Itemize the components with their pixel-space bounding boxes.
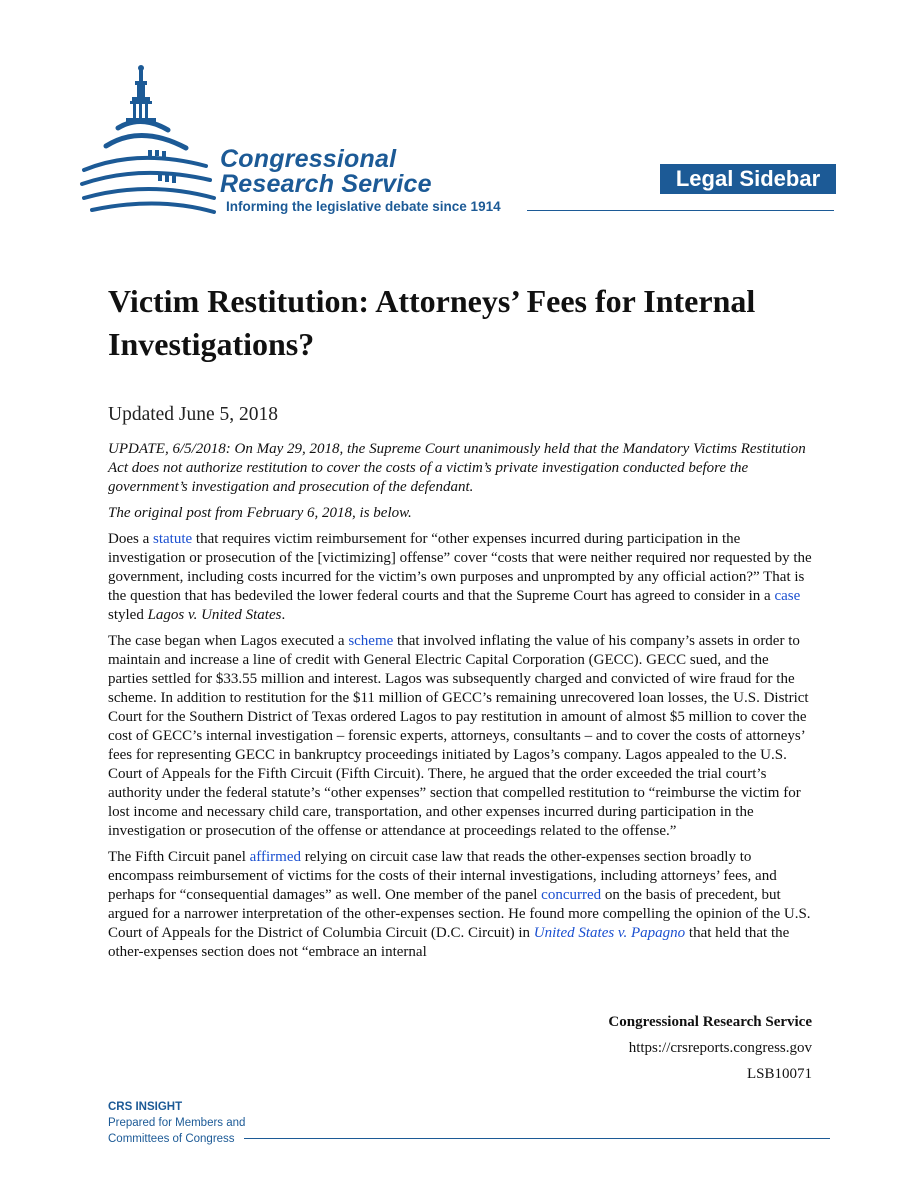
papagno-link[interactable]: United States v. Papagno — [533, 925, 686, 941]
footer-org: Congressional Research Service — [608, 1014, 812, 1030]
affirmed-link[interactable]: affirmed — [249, 849, 302, 865]
capitol-dome-icon — [78, 62, 218, 217]
p2-text-a: The case began when Lagos executed a — [108, 633, 349, 649]
paragraph-1 — [108, 530, 812, 625]
insight-line1: Prepared for Members and — [108, 1117, 246, 1129]
scheme-link[interactable]: scheme — [348, 633, 394, 649]
p1-text-d: . — [281, 607, 286, 623]
insight-line2: Committees of Congress — [108, 1133, 235, 1145]
org-name-line2: Research Service — [220, 170, 432, 198]
footer-url[interactable]: https://crsreports.congress.gov — [628, 1040, 812, 1056]
original-note: The original post from February 6, 2018, is below. — [108, 505, 412, 521]
legal-sidebar-badge: Legal Sidebar — [660, 164, 836, 194]
org-name-line1: Congressional — [220, 145, 397, 173]
p3-text-d: that held that the other-expenses section does not “embrace an internal — [108, 925, 790, 960]
update-note: UPDATE, 6/5/2018: On May 29, 2018, the Supreme Court unanimously held that the Mandatory Victims Restitution Act does not authorize restitution to cover the costs of a victim’s private investigation conducted before the government’s investigation and prosecution of the defendant. — [108, 441, 806, 495]
footer-block — [608, 1013, 812, 1084]
concurred-link[interactable]: concurred — [541, 887, 602, 903]
paragraph-2 — [108, 632, 812, 841]
article-body — [108, 440, 812, 969]
case-name: Lagos v. United States — [147, 607, 282, 623]
p1-text-b: that requires victim reimbursement for “other expenses incurred during participation in the investigation or prosecution of the [victimizing] offense” cover “costs that were neither required nor requested by the government, including costs incurred for the victim’s own purposes and unprompted by any official action?” That is the question that has bedeviled the lower federal courts and that the Supreme Court has agreed to consider in a — [108, 531, 812, 604]
p3-text-a: The Fifth Circuit panel — [108, 849, 250, 865]
page-title: Victim Restitution: Attorneys’ Fees for Internal Investigations? — [108, 283, 756, 362]
p1-text-a: Does a — [108, 531, 153, 547]
p2-text-b: that involved inflating the value of his company’s assets in order to maintain and increase a line of credit with General Electric Capital Corporation (GECC). GECC sued, and the parties settled for $33.55 million and interest. Lagos was subsequently charged and convicted of wire fraud for the scheme. In addition to restitution for the $11 million of GECC’s remaining unrecovered loan losses, the U.S. District Court for the Southern District of Texas ordered Lagos to pay restitution in amount of almost $5 million to cover the cost of GECC’s internal investigation – forensic experts, attorneys, consultants – and to cover the costs of attorneys’ fees for representing GECC in bankruptcy proceedings initiated by Lagos’s company. Lagos appealed to the U.S. Court of Appeals for the Fifth Circuit (Fifth Circuit). There, he argued that the order exceeded the trial court’s authority under the federal statute’s “other expenses” section that compelled restitution to “reimburse the victim for lost income and necessary child care, transportation, and other expenses incurred during participation in the investigation or prosecution of the offense or attendance at proceedings related to the offense.” — [108, 633, 809, 839]
paragraph-3 — [108, 848, 812, 962]
case-link[interactable]: case — [774, 588, 801, 604]
crs-insight-block — [108, 1099, 245, 1147]
p3-text-c: on the basis of precedent, but argued for a narrower interpretation of the other-expenses section. He found more compelling the opinion of the U.S. Court of Appeals for the District of Columbia Circuit (D.C. Circuit) in — [108, 887, 811, 941]
report-code: LSB10071 — [746, 1066, 812, 1082]
tagline-divider — [527, 210, 834, 211]
crs-insight-title: CRS INSIGHT — [108, 1101, 183, 1113]
updated-date: Updated June 5, 2018 — [108, 404, 279, 425]
p1-text-c: styled — [108, 607, 148, 623]
org-tagline: Informing the legislative debate since 1914 — [226, 199, 501, 214]
insight-divider — [244, 1138, 830, 1139]
statute-link[interactable]: statute — [153, 531, 193, 547]
p3-text-b: relying on circuit case law that reads the other-expenses section broadly to encompass reimbursement of victims for the costs of their internal investigations, including attorneys’ fees, and perhaps for “consequential damages” as well. One member of the panel — [108, 849, 777, 903]
